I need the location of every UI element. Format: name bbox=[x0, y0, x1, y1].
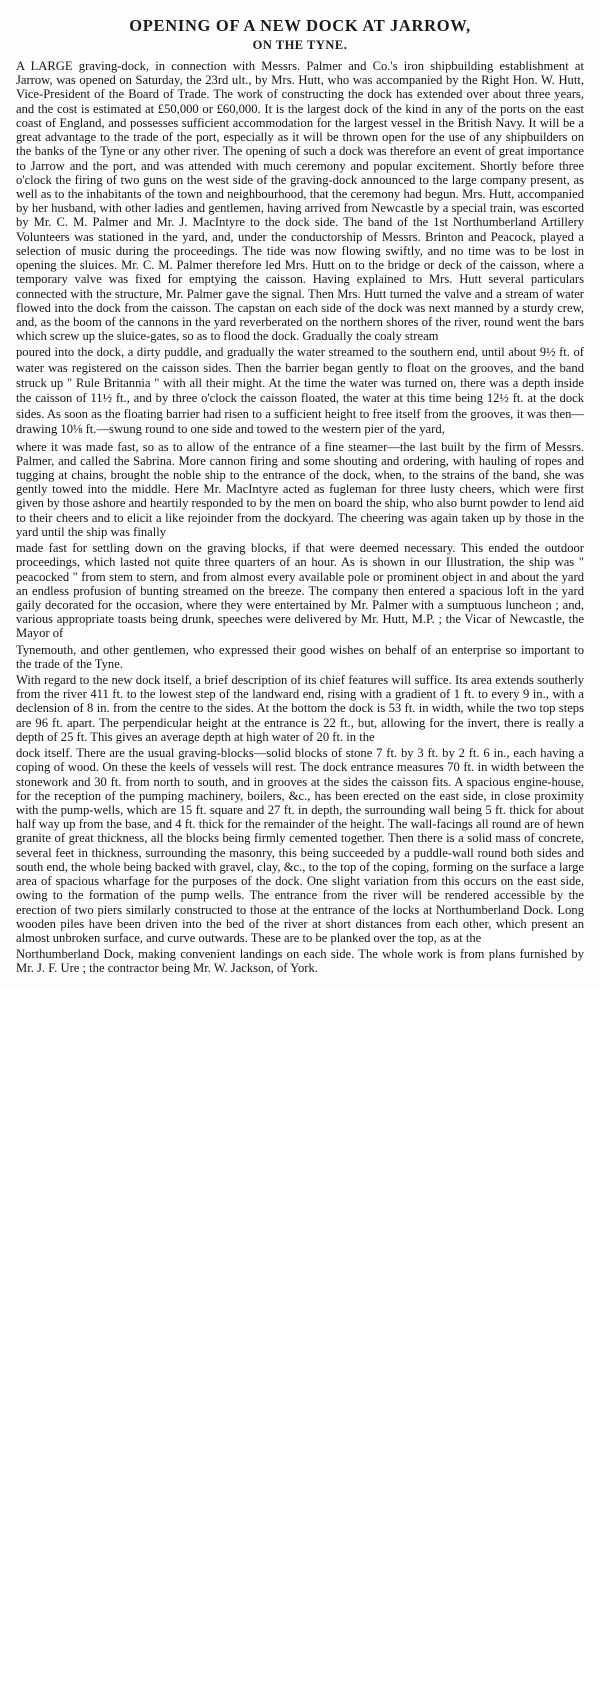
article-paragraph-4: made fast for settling down on the graving blocks, if that were deemed necessary. This ended the outdoor proceedings, which lasted not quite three quarters of an hour. As is shown in our Illustration, the ship was " peacocked " from stem to stern, and from almost every available pole or prominent object in and about the yard an endless profusion of bunting streamed on the breeze. The company then entered a spacious loft in the yard gaily decorated for the occasion, where they were entertained by Mr. Palmer with a sumptuous luncheon ; and, various appropriate toasts being drunk, speeches were delivered by Mr. Hutt, M.P. ; the Vicar of Newcastle, the Mayor of bbox=[16, 541, 584, 641]
article-paragraph-8: Northumberland Dock, making convenient landings on each side. The whole work is from plans furnished by Mr. J. F. Ure ; the contractor being Mr. W. Jackson, of York. bbox=[16, 947, 584, 976]
article-paragraph-6: With regard to the new dock itself, a brief description of its chief features will suffice. Its area extends southerly from the river 411 ft. to the lowest step of the landward end, rising with a gradient of 1 ft. to every 9 in., with a declension of 8 in. from the centre to the sides. At the bottom the dock is 53 ft. in width, while the two top steps are 96 ft. apart. The perpendicular height at the entrance is 22 ft., but, allowing for the invert, there is really a depth of 25 ft. This gives an average depth at high water of 20 ft. in the bbox=[16, 673, 584, 744]
article-paragraph-1: A LARGE graving-dock, in connection with Messrs. Palmer and Co.'s iron shipbuilding establishment at Jarrow, was opened on Saturday, the 23rd ult., by Mrs. Hutt, who was accompanied by the Right Hon. W. Hutt, Vice-President of the Board of Trade. The work of constructing the dock has extended over about three years, and the cost is estimated at £50,000 or £60,000. It is the largest dock of the kind in any of the ports on the east coast of England, and possesses sufficient accommodation for the largest vessel in the British Navy. It will be a great advantage to the trade of the port, especially as it will be thrown open for the use of any shipbuilders on the banks of the Tyne or any other river. The opening of such a dock was therefore an event of great importance to Jarrow and the port, and was attended with much ceremony and popular excitement. Shortly before three o'clock the firing of two guns on the west side of the graving-dock announced to the large company present, as well as to the inhabitants of the town and neighbourhood, that the ceremony had begun. Mrs. Hutt, accompanied by her husband, with other ladies and gentlemen, having arrived from Newcastle by a special train, was escorted by Mr. C. M. Palmer and Mr. J. MacIntyre to the dock side. The band of the 1st Northumberland Artillery Volunteers was stationed in the yard, and, under the conductorship of Messrs. Brinton and Peacock, played a selection of music during the proceedings. The tide was now flowing swiftly, and no time was to be lost in opening the sluices. Mr. C. M. Palmer therefore led Mrs. Hutt on to the bridge or deck of the caisson, where a temporary valve was fixed for emptying the caisson. Having explained to Mrs. Hutt several particulars connected with the structure, Mr. Palmer gave the signal. Then Mrs. Hutt turned the valve and a stream of water flowed into the dock from the caisson. The capstan on each side of the dock was next manned by a sturdy crew, and, as the boom of the cannons in the yard reverberated on the northern shores of the river, round went the bars which screw up the sluice-gates, so as to flood the dock. Gradually the coaly stream bbox=[16, 59, 584, 344]
article-paragraph-7: dock itself. There are the usual graving-blocks—solid blocks of stone 7 ft. by 3 ft. by 2 ft. 6 in., each having a coping of wood. On these the keels of vessels will rest. The dock entrance measures 70 ft. in width between the stonework and 30 ft. from north to south, and in grooves at the sides the caisson fits. A spacious engine-house, for the reception of the pumping machinery, boilers, &c., has been erected on the east side, in close proximity with the pump-wells, which are 15 ft. square and 27 ft. in depth, the surrounding wall being 5 ft. thick for about half way up from the base, and 4 ft. thick for the remainder of the height. The wall-facings all round are of hewn granite of great thickness, all the blocks being firmly cemented together. Then there is a solid mass of concrete, several feet in thickness, surrounding the masonry, this being succeeded by a puddle-wall round both sides and south end, the whole being backed with gravel, clay, &c., to the top of the coping, forming on the surface a large area of spacious wharfage for the purposes of the dock. One slight variation from this occurs on the east side, owing to the formation of the pump wells. The entrance from the river will be rendered accessible by the erection of two piers similarly constructed to those at the entrance of the locks at Northumberland Dock. Long wooden piles have been driven into the bed of the river at short distances from each other, which present an almost unbroken surface, and curve outwards. These are to be planked over the top, as at the bbox=[16, 746, 584, 945]
article-paragraph-5: Tynemouth, and other gentlemen, who expressed their good wishes on behalf of an enterprise so important to the trade of the Tyne. bbox=[16, 642, 584, 671]
article-paragraph-2: poured into the dock, a dirty puddle, and gradually the water streamed to the southern end, until about 9½ ft. of water was registered on the caisson sides. Then the barrier began gently to float on the grooves, and the band struck up " Rule Britannia " with all their might. At the time the water was turned on, there was a depth inside the caisson of 11½ ft., and by three o'clock the caisson floated, the water at this time being 12½ ft. at the dock sides. As soon as the floating barrier had risen to a sufficient height to free itself from the grooves, it was then—drawing 10⅛ ft.—swung round to one side and towed to the western pier of the yard, bbox=[16, 345, 584, 437]
article-paragraph-3: where it was made fast, so as to allow of the entrance of a fine steamer—the last built by the firm of Messrs. Palmer, and called the Sabrina. More cannon firing and some shouting and ordering, with hauling of ropes and tugging at chains, brought the noble ship to the entrance of the dock, when, to the strains of the band, she was gently towed into the middle. Here Mr. MacIntyre acted as fugleman for three lusty cheers, which were first given by those ashore and heartily responded to by the men on board the ship, who also burnt powder to lend aid to their cheers and to elicit a like rejoinder from the dockyard. The cheering was again taken up by those in the yard until the ship was finally bbox=[16, 439, 584, 539]
page-subtitle: ON THE TYNE. bbox=[252, 38, 348, 52]
page-title: OPENING OF A NEW DOCK AT JARROW, bbox=[129, 16, 471, 35]
